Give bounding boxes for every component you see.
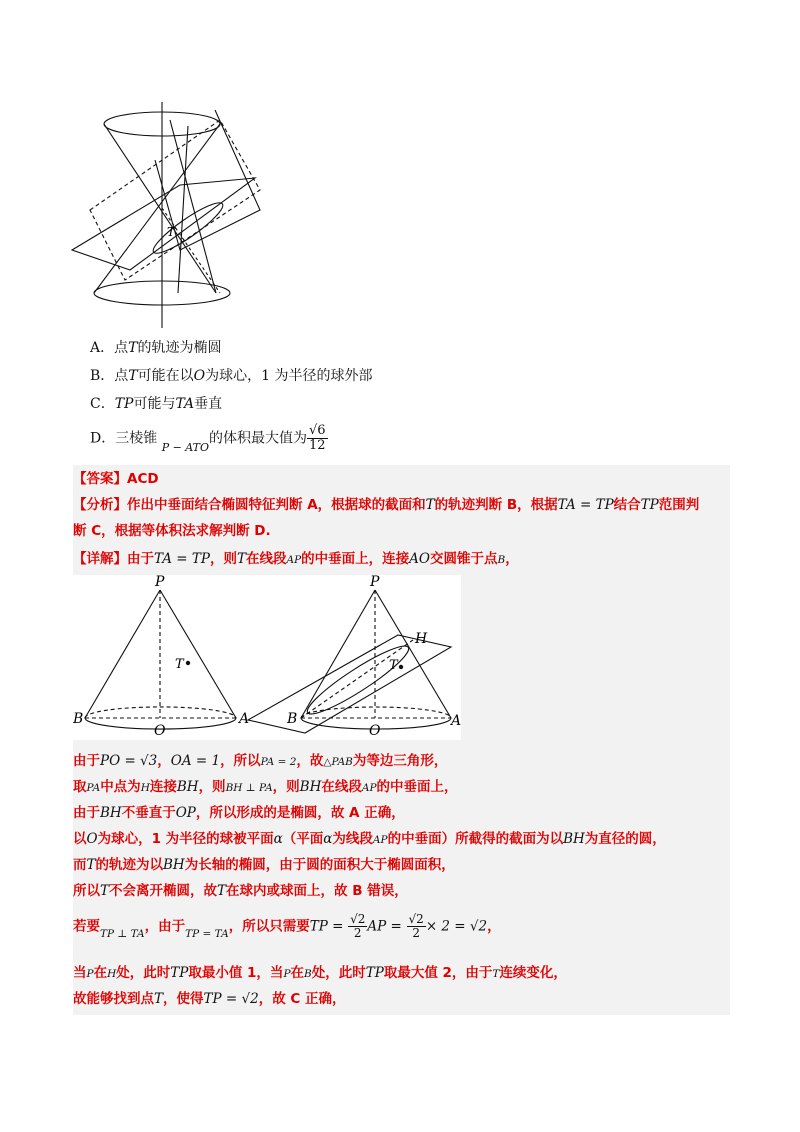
plane-2 (90, 120, 260, 280)
right-label-A: A (451, 713, 461, 729)
detail-line-10: 故能够找到点T，使得TP = √2，故 C 正确， (73, 991, 346, 1007)
option-d-den: 12 (309, 438, 326, 453)
analysis-line-1: 【分析】作出中垂面结合椭圆特征判断 A，根据球的截面和T的轨迹判断 B，根据TA = TP结合TP范围判 (73, 497, 700, 513)
option-b-mid: 可能在以 (137, 368, 194, 384)
detail-line-1: 【详解】由于TA = TP，则T在线段AP的中垂面上，连接AO交圆锥于点B， (73, 551, 519, 567)
option-b (90, 366, 372, 386)
option-b-var1: T (128, 368, 138, 384)
option-c-mid: 可能与 (133, 396, 176, 412)
option-a-var: T (128, 340, 138, 356)
right-label-P: P (370, 575, 380, 590)
answer-label: 【答案】ACD (73, 471, 159, 487)
detail-line-2: 由于PO = √3，OA = 1，所以PA = 2，故△PAB为等边三角形， (73, 753, 448, 769)
detail-line-3: 取PA中点为H连接BH，则BH ⊥ PA，则BH在线段AP的中垂面上， (73, 779, 458, 795)
right-label-T: T (389, 658, 398, 673)
right-label-H: H (415, 631, 428, 647)
cone-figures-svg (73, 575, 461, 740)
cone-figures-area (73, 575, 461, 740)
left-label-O: O (154, 723, 166, 739)
option-a-suffix: 的轨迹为椭圆 (137, 340, 222, 356)
detail-line-6: 而T的轨迹为以BH为长轴的椭圆，由于圆的面积大于椭圆面积， (73, 857, 455, 873)
option-d-prefix: D．三棱锥 (90, 430, 158, 447)
left-label-T: T (175, 657, 184, 672)
left-label-P: P (155, 575, 165, 590)
left-label-B: B (73, 711, 84, 727)
detail-line-8: 若要$_{TP \perp TA}$，由于$_{TP = TA}$，所以只需要TP = $\frac{√2}{2}$ AP = $\frac{√2}{2}$ × 2 = √2， (73, 912, 501, 940)
answer-line (73, 469, 159, 489)
option-b-prefix: B．点 (90, 368, 129, 384)
option-c-var1: TP (114, 396, 134, 412)
option-b-var2: O (193, 368, 206, 384)
option-d-mid: 的体积最大值为 (209, 430, 307, 447)
analysis-line-2: 断 C，根据等体积法求解判断 D. (73, 523, 271, 539)
option-d-num: √6 (309, 423, 326, 438)
top-label-T: T (167, 225, 176, 239)
option-c-suffix: 垂直 (194, 396, 223, 412)
right-label-O: O (369, 723, 381, 739)
option-a (90, 338, 221, 358)
option-b-suffix: 为球心，1 为半径的球外部 (205, 368, 373, 384)
detail-line-7: 所以T不会离开椭圆，故T在球内或球面上，故 B 错误， (73, 883, 408, 899)
option-c-prefix: C． (90, 396, 115, 412)
option-d-var: P − ATO (161, 440, 209, 454)
option-c (90, 394, 222, 414)
detail-line-5: 以O为球心，1 为半径的球被平面α（平面α为线段AP的中垂面）所截得的截面为以BH为直径的圆， (73, 831, 666, 847)
double-cone-figure (70, 100, 270, 330)
option-d (90, 424, 328, 453)
option-a-prefix: A．点 (90, 340, 129, 356)
detail-line-9: 当P在H处，此时TP取最小值 1，当P在B处，此时TP取最大值 2，由于T连续变化， (73, 965, 567, 981)
right-label-B: B (287, 711, 298, 727)
left-label-A: A (239, 711, 250, 727)
detail-line-4: 由于BH不垂直于OP，所以形成的是椭圆，故 A 正确， (73, 805, 405, 821)
option-c-var2: TA (175, 396, 195, 412)
